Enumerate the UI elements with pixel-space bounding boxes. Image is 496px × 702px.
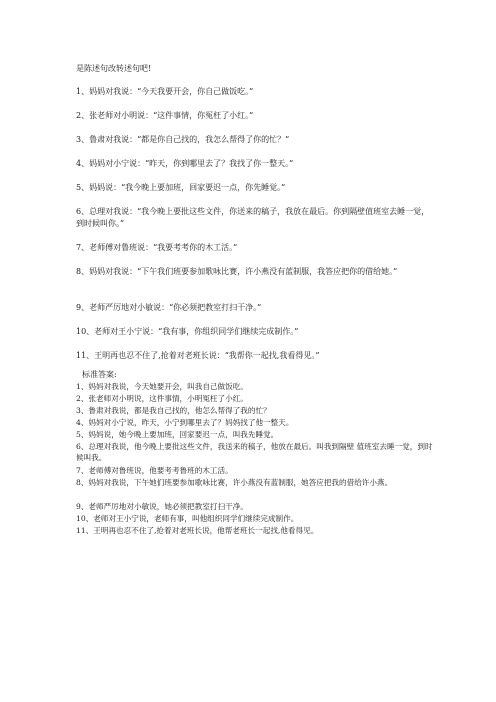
question-8: 8、妈妈对我说：“下午我们班要参加歌咏比赛，许小燕没有蓝制服，我答应把你的借给她。”	[76, 267, 398, 276]
answer-5: 5、妈妈说，她今晚上要加班，回家要迟一点，叫我先睡觉。	[76, 430, 279, 439]
question-7: 7、老师傅对鲁班说：“我要考考你的木工活。”	[76, 243, 238, 252]
answer-2: 2、张老师对小明说，这件事情，小明冤枉了小红。	[76, 394, 248, 403]
question-4: 4、妈妈对小宁说：“昨天，你到哪里去了？我找了你一整天。”	[76, 159, 294, 168]
document-title: 是陈述句改转述句吧!	[76, 64, 152, 73]
answer-6: 6、总理对我说，他今晚上要批这些文件，我送来的稿子，他放在最后。叫我到隔壁 值班室去睡一觉，到时候叫我。	[76, 442, 433, 463]
answer-3: 3、鲁肃对我说，都是我自己找的，他怎么帮得了我的忙？	[76, 406, 271, 415]
question-10: 10、老师对王小宁说：“我有事，你组织同学们继续完成制作。”	[76, 327, 299, 336]
answer-8: 8、妈妈对我说，下午她们班要参加歌咏比赛，许小燕没有蓝制服，她答应把我的借给许小燕。	[76, 478, 393, 487]
answer-4: 4、妈妈对小宁说，昨天，小宁到哪里去了？妈妈找了他一整天。	[76, 418, 294, 427]
question-1: 1、妈妈对我说：“今天我要开会，你自己做饭吃。”	[76, 87, 254, 96]
answer-10: 10、老师对王小宁说，老师有事，叫他组织同学们继续完成制作。	[76, 514, 299, 523]
answer-9: 9、老师严厉地对小敏说，她必须把教室打扫干净。	[76, 502, 248, 511]
question-6: 6、总理对我说：“我今晚上要批这些文件，你送来的稿子，我放在最后。你到隔壁值班室去睡一觉，到时候叫你。”	[76, 207, 430, 228]
question-11: 11、王明再也忍不住了,抢着对老班长说：“我帮你一起找,我看得见。”	[76, 351, 320, 360]
answer-1: 1、妈妈对我说，今天她要开会，叫我自己做饭吃。	[76, 382, 248, 391]
question-5: 5、妈妈说：“我今晚上要加班，回家要迟一点，你先睡觉。”	[76, 183, 286, 192]
answer-11: 11、王明再也忍不住了,抢着对老班长说，他帮老班长一起找,他看得见。	[76, 526, 319, 535]
question-2: 2、张老师对小明说：“这件事情，你冤枉了小红。”	[76, 111, 254, 120]
answer-heading: 标准答案:	[82, 370, 117, 379]
question-3: 3、鲁肃对我说：“都是你自己找的，我怎么帮得了你的忙？”	[76, 135, 290, 144]
answer-7: 7、老师傅对鲁班说，他要考考鲁班的木工活。	[76, 466, 233, 475]
question-9: 9、老师严厉地对小敏说：“你必须把教室打扫干净。”	[76, 303, 262, 312]
